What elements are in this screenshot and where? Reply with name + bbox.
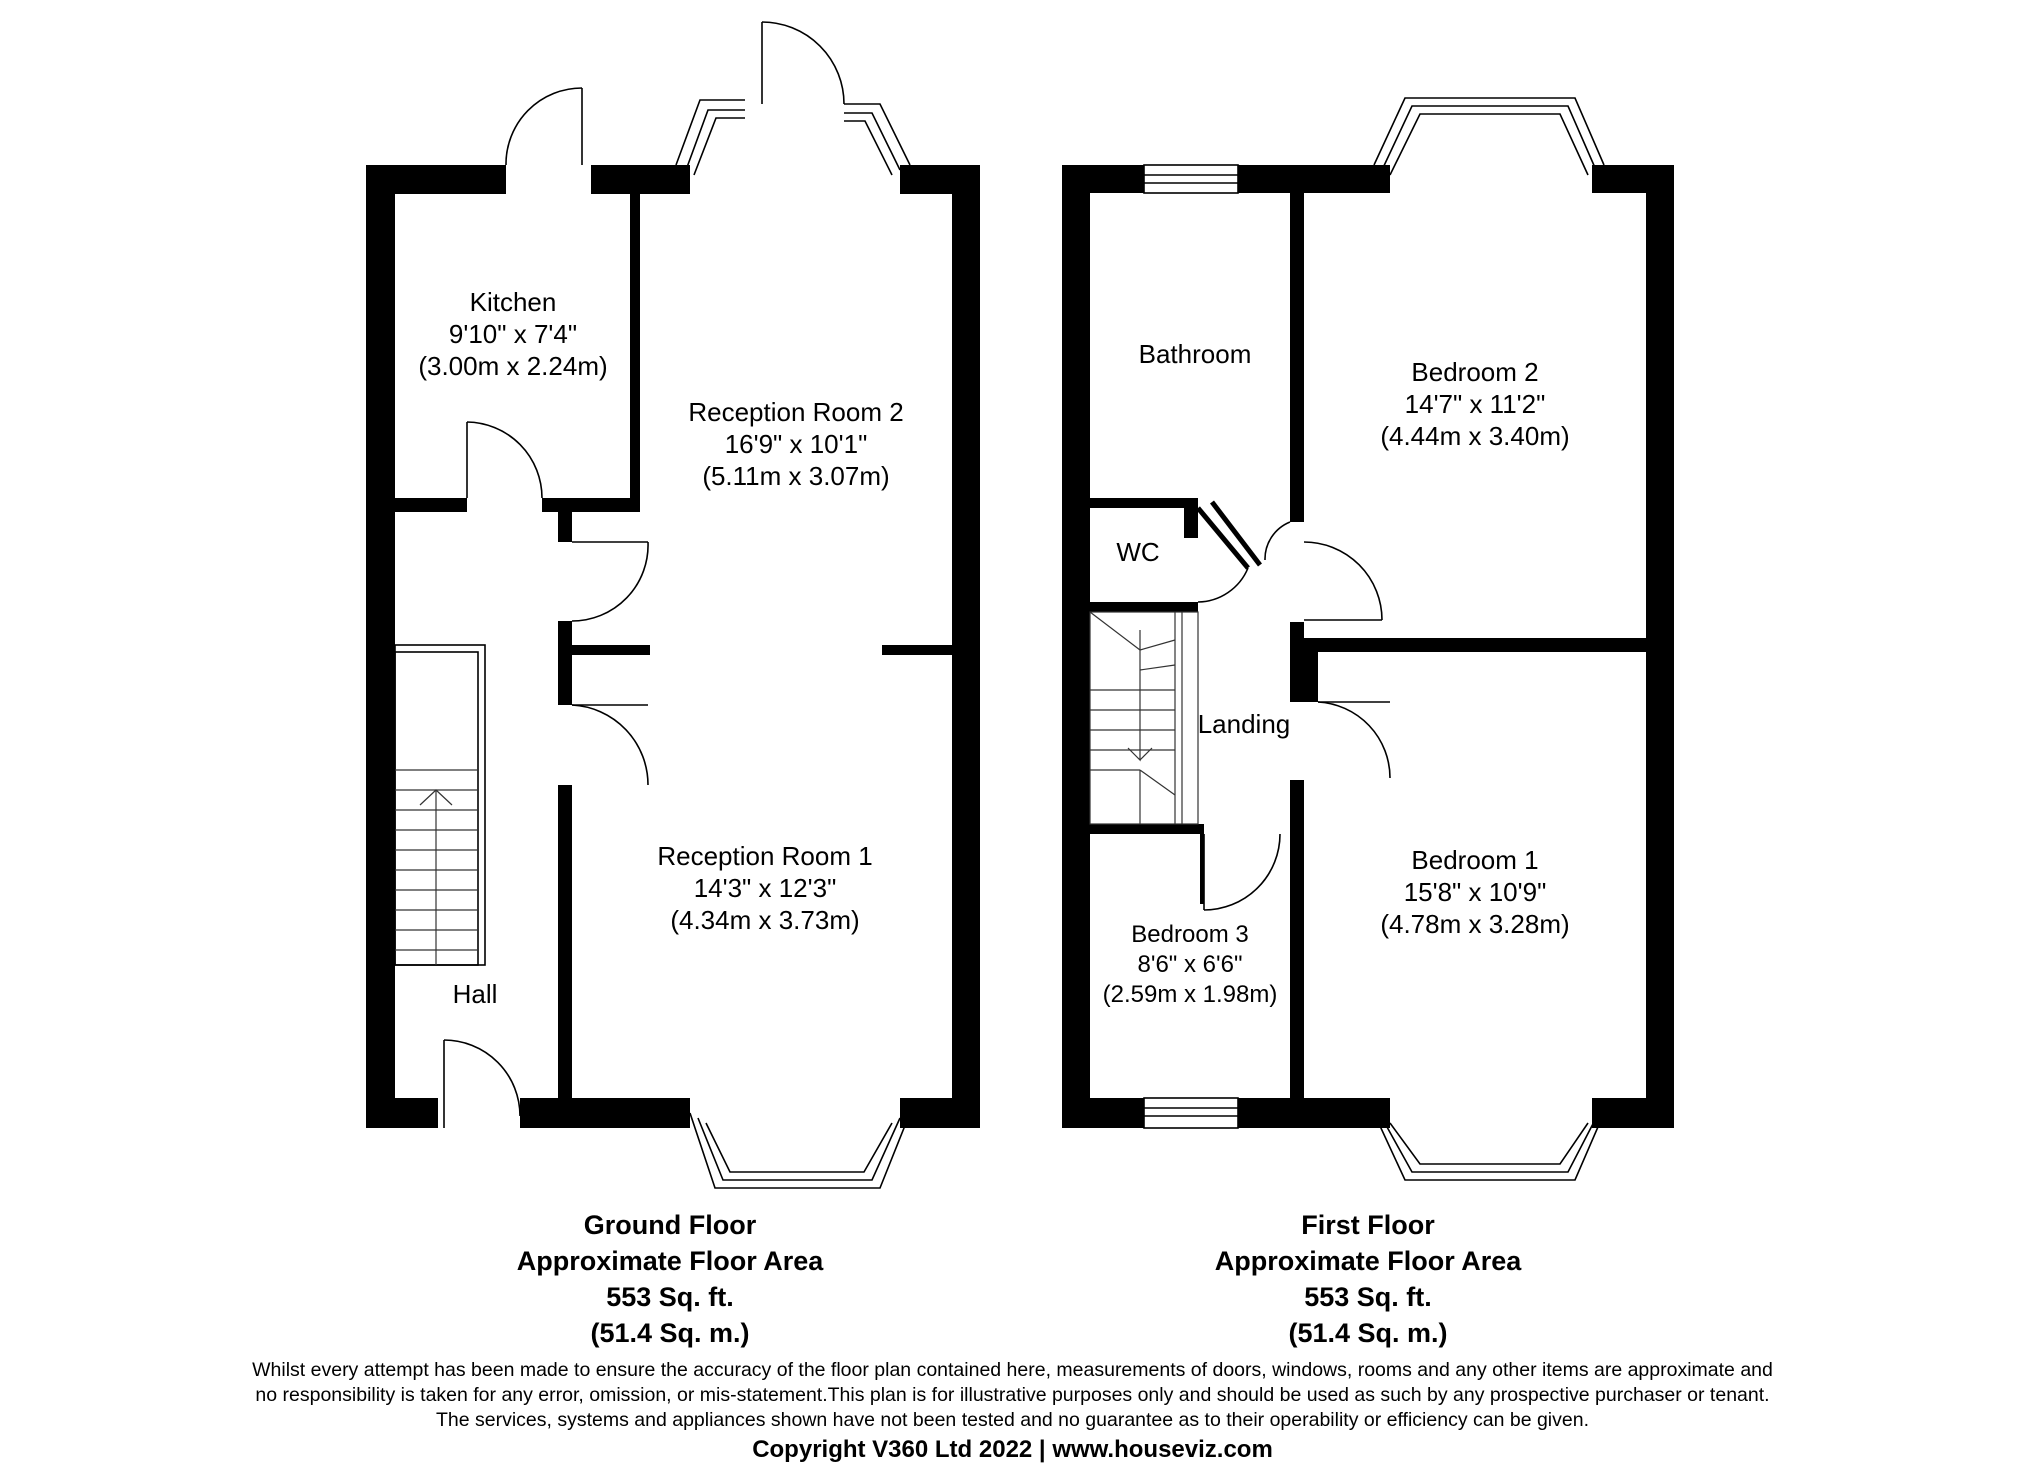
floor-area-sqm: (51.4 Sq. m.) [590,1317,750,1348]
copyright: Copyright V360 Ltd 2022 | www.houseviz.com [752,1436,1273,1463]
ff-wall [1090,602,1198,612]
bay-window [698,1118,900,1180]
room-dims-metric: (5.11m x 3.07m) [702,461,890,492]
gf-wall [558,785,572,1098]
room-name: Reception Room 1 [657,841,873,871]
room-dims-imperial: 14'7" x 11'2" [1404,389,1546,420]
ff-wall [1238,1098,1390,1128]
room-name: Landing [1197,709,1291,739]
ff-wall [1184,498,1198,538]
gf-wall [900,1098,980,1128]
room-label-bathroom [1100,338,1290,370]
room-name: Reception Room 2 [688,397,904,427]
ff-wall [1304,652,1318,702]
window [1144,1098,1238,1128]
gf-wall [630,194,640,512]
room-name: Kitchen [469,287,557,317]
room-label-hall [420,978,530,1010]
room-label-bedroom-2 [1330,356,1620,453]
room-dims-metric: (4.44m x 3.40m) [1380,421,1570,452]
door-swing [1318,702,1390,778]
room-dims-metric: (4.34m x 3.73m) [670,905,860,936]
room-name: Bedroom 2 [1411,357,1539,387]
floor-area-sqft: 553 Sq. ft. [1304,1281,1432,1312]
disclaimer [40,1358,1985,1433]
floor-title: Ground Floor [583,1210,757,1240]
ff-wall [1062,165,1144,193]
door-swing [444,1040,520,1116]
room-dims-imperial: 15'8" x 10'9" [1403,877,1547,908]
door-swing [467,422,542,498]
gf-wall [366,165,395,1128]
ff-wall [1290,622,1304,702]
first-floor-caption [1168,1208,1568,1352]
ff-wall [1062,1098,1144,1128]
door-swing [572,705,648,785]
door-swing [762,22,844,104]
gf-wall [558,655,572,705]
room-dims-imperial: 14'3" x 12'3" [693,873,837,904]
ff-wall [1062,562,1090,646]
room-label-kitchen [400,286,626,383]
room-label-wc [1098,536,1178,568]
room-name: Bathroom [1138,339,1252,369]
door-swing [1198,568,1248,602]
ground-floor-caption [470,1208,870,1352]
room-label-reception-room-2 [646,396,946,493]
room-name: Bedroom 3 [1131,921,1249,948]
bay-window [1390,1123,1588,1164]
ff-wall [1090,498,1194,508]
floor-area-label: Approximate Floor Area [516,1245,824,1276]
gf-wall [366,165,506,194]
gf-wall [520,1098,690,1128]
gf-wall [558,621,572,645]
ff-wall [1290,193,1304,501]
gf-wall [617,165,690,194]
bay-window [1390,114,1588,175]
room-label-bedroom-1 [1330,844,1620,941]
room-dims-metric: (2.59m x 1.98m) [1102,981,1278,1008]
ff-wall [1062,754,1090,834]
room-name: Bedroom 1 [1411,845,1539,875]
door-swing [1204,834,1280,910]
door-swing [1265,522,1290,560]
stair-treads [395,770,478,965]
room-dims-metric: (3.00m x 2.24m) [418,351,608,382]
room-dims-imperial: 16'9" x 10'1" [724,429,868,460]
room-label-landing [1182,708,1306,740]
ff-wall [1290,780,1304,1098]
floor-area-label: Approximate Floor Area [1214,1245,1522,1276]
ff-wall [1304,638,1646,652]
ff-wall [1090,824,1200,834]
gf-wall [395,498,467,512]
floor-area-sqft: 553 Sq. ft. [606,1281,734,1312]
disclaimer-line: no responsibility is taken for any error, omission, or mis-statement.This plan is for illustrative purposes only and should be used as such by any prospective purchaser or tenant. [255,1383,1770,1406]
disclaimer-line: The services, systems and appliances shown have not been tested and no guarantee as to their operability or efficiency can be given. [435,1408,1589,1431]
staircase [395,645,485,965]
door-swing [1304,542,1382,620]
door-swing [506,88,582,165]
door-swing [572,542,648,621]
bay-window [706,1123,892,1172]
gf-wall [558,512,572,542]
gf-wall [882,645,952,655]
gf-wall [558,645,650,655]
gf-wall [542,498,640,512]
ff-wall [1238,165,1390,193]
gf-wall [952,165,980,1128]
room-dims-imperial: 9'10" x 7'4" [448,319,578,350]
room-name: Hall [452,979,498,1009]
bay-window [844,121,892,175]
bay-window [1382,106,1596,170]
ff-wall [1646,165,1674,1128]
floor-area-sqm: (51.4 Sq. m.) [1288,1317,1448,1348]
ground-floor-fixtures [395,22,910,1188]
disclaimer-line: Whilst every attempt has been made to ensure the accuracy of the floor plan contained here, measurements of doors, windows, rooms and any other items are approximate and [252,1359,1773,1381]
gf-wall [366,1098,438,1128]
room-label-reception-room-1 [610,840,920,937]
ff-wall [1290,498,1304,522]
room-dims-metric: (4.78m x 3.28m) [1380,909,1570,940]
room-label-bedroom-3 [1092,920,1288,1010]
ff-wall [1062,524,1090,548]
floor-title: First Floor [1301,1210,1435,1240]
room-dims-imperial: 8'6" x 6'6" [1137,951,1243,978]
window [1144,165,1238,193]
room-name: WC [1116,537,1160,567]
gf-wall [591,165,617,194]
ff-wall [1592,1098,1674,1128]
